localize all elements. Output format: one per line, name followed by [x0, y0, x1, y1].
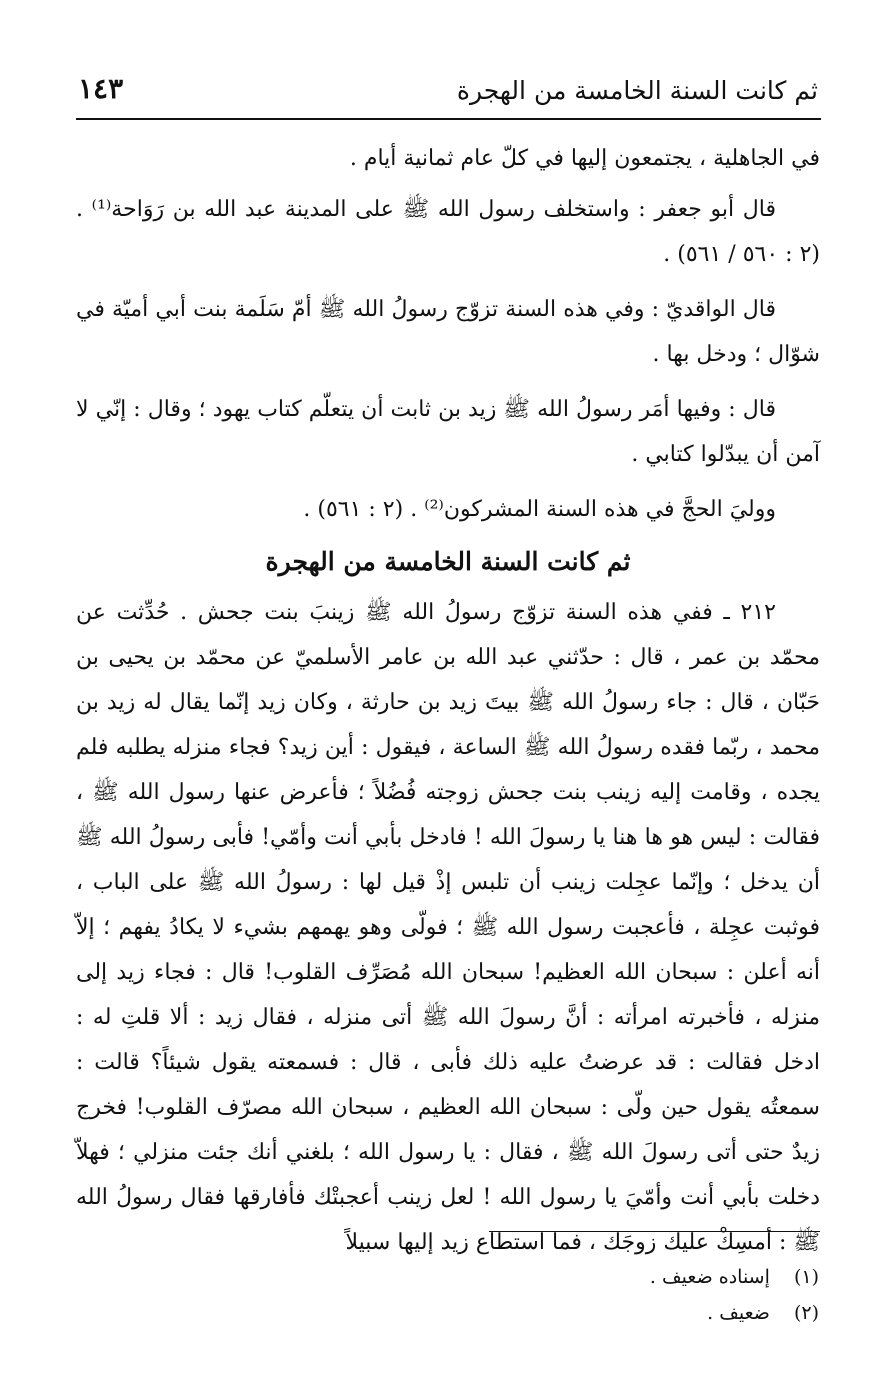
footnote-number: (١) [793, 1266, 819, 1288]
running-header [76, 68, 820, 112]
footnote-text: إسناده ضعيف . [649, 1266, 770, 1288]
footnote [119, 1262, 819, 1292]
footnote-rule [489, 1231, 820, 1232]
paragraph: قال الواقديّ : وفي هذه السنة تزوّج رسولُ الله ﷺ أمّ سَلَمة بنت أبي أميّة في شوّال ؛ ودخل بها . [76, 297, 820, 367]
footnotes [119, 1262, 819, 1334]
page-number: ١٤٣ [78, 72, 124, 105]
paragraph: قال : وفيها أمَر رسولُ الله ﷺ زيد بن ثابت أن يتعلّم كتاب يهود ؛ وقال : إنّي لا آمن أن يبدّلوا كتابي . [76, 397, 820, 467]
paragraph: قال أبو جعفر : واستخلف رسول الله ﷺ على المدينة عبد الله بن رَوَاحة⁽¹⁾ . (٢ : ٥٦٠ / ٥٦١) . [76, 197, 820, 267]
footnote [119, 1298, 819, 1328]
header-rule [76, 118, 821, 120]
paragraph: في الجاهلية ، يجتمعون إليها في كلّ عام ثمانية أيام . [349, 146, 820, 171]
footnote-text: ضعيف . [707, 1302, 770, 1324]
running-title: ثم كانت السنة الخامسة من الهجرة [456, 76, 818, 105]
paragraph: ٢١٢ ـ ففي هذه السنة تزوّج رسولُ الله ﷺ زينبَ بنت جحش . حُدِّثت عن محمّد بن عمر ، قال : حدّثني عبد الله بن عامر الأسلميّ عن محمّد بن يحيى بن حَبّان ، قال : جاء رسولُ الله ﷺ بيتَ زيد بن حارثة ، وكان زيد إنّما يقال له زيد بن محمد ، ربّما فقده رسولُ الله ﷺ الساعة ، فيقول : أين زيد؟ فجاء منزله يطلبه فلم يجده ، وقامت إليه زينب بنت جحش زوجته فُضُلاً ؛ فأعرض عنها رسول الله ﷺ ، فقالت : ليس هو ها هنا يا رسولَ الله ! فادخل بأبي أنت وأمّي! فأبى رسولُ الله ﷺ أن يدخل ؛ وإنّما عجِلت زينب أن تلبس إذْ قيل لها : رسولُ الله ﷺ على الباب ، فوثبت عجِلة ، فأعجبت رسول الله ﷺ ؛ فولّى وهو يهمهم بشيء لا يكادُ يفهم ؛ إلاّ أنه أعلن : سبحان الله العظيم! سبحان الله مُصَرِّف القلوب! قال : فجاء زيد إلى منزله ، فأخبرته امرأته : أنَّ رسولَ الله ﷺ أتى منزله ، فقال زيد : ألا قلتِ له : ادخل فقالت : قد عرضتُ عليه ذلك فأبى ، قال : فسمعته يقول شيئاً؟ قالت : سمعتُه يقول حين ولّى : سبحان الله العظيم ، سبحان الله مصرّف القلوب! فخرج زيدٌ حتى أتى رسولَ الله ﷺ ، فقال : يا رسول الله ؛ بلغني أنك جئت منزلي ؛ فهلاّ دخلت بأبي أنت وأمّيَ يا رسول الله ! لعل زينب أعجبتْك فأفارقها فقال رسولُ الله ﷺ : أمسِكْ عليك زوجَك ، فما استطاع زيد إليها سبيلاً [76, 600, 820, 1255]
main-text [76, 136, 820, 1275]
footnote-number: (٢) [793, 1302, 819, 1324]
paragraph: ووليَ الحجَّ في هذه السنة المشركون⁽²⁾ . (٢ : ٥٦١) . [303, 497, 776, 522]
section-heading: ثم كانت السنة الخامسة من الهجرة [265, 547, 631, 576]
